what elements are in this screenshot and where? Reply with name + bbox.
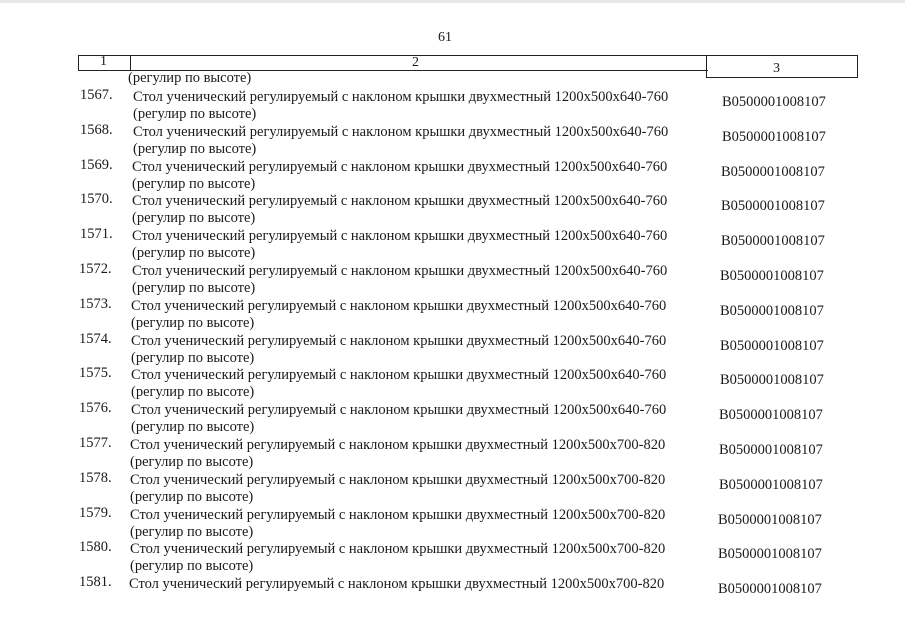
row-description-line2: (регулир по высоте) <box>131 314 255 331</box>
row-code: В0500001008107 <box>718 511 822 528</box>
row-description <box>132 228 707 262</box>
row-description-line1: Стол ученический регулируемый с наклоном крышки двухместный 1200х500х640-760 <box>132 228 668 245</box>
row-description <box>129 576 704 593</box>
row-code: В0500001008107 <box>720 302 824 319</box>
row-number: 1569. <box>80 156 113 173</box>
row-description-line2: (регулир по высоте) <box>133 140 257 157</box>
table-row <box>0 331 905 366</box>
row-number: 1573. <box>79 295 112 312</box>
row-description-line2: (регулир по высоте) <box>133 106 257 122</box>
row-code: В0500001008107 <box>718 581 822 598</box>
row-code: В0500001008107 <box>719 476 823 493</box>
row-code: В0500001008107 <box>720 267 824 284</box>
row-description <box>132 193 707 227</box>
row-description <box>131 298 706 332</box>
row-description-line2: (регулир по высоте) <box>130 453 254 470</box>
row-code: В0500001008107 <box>721 233 825 250</box>
header-top-rule <box>78 55 858 56</box>
header-divider-2-3 <box>706 55 707 78</box>
row-code: В0500001008107 <box>719 441 823 458</box>
continuation-text: (регулир по высоте) <box>128 70 252 86</box>
row-number: 1580. <box>79 539 112 556</box>
row-description <box>131 333 706 367</box>
row-number: 1575. <box>79 365 112 382</box>
header-divider-right <box>857 55 858 78</box>
row-description <box>133 89 708 123</box>
header-divider-left <box>78 55 79 71</box>
row-description-line2: (регулир по высоте) <box>130 523 254 540</box>
row-description <box>132 159 707 193</box>
page-number: 61 <box>438 30 452 45</box>
row-description-line1: Стол ученический регулируемый с наклоном крышки двухместный 1200х500х640-760 <box>132 262 668 279</box>
row-code: В0500001008107 <box>722 128 826 145</box>
row-description <box>130 541 705 575</box>
row-number: 1581. <box>79 574 112 591</box>
row-description-line2: (регулир по высоте) <box>132 245 256 262</box>
row-description-line2: (регулир по высоте) <box>132 210 256 227</box>
table-row <box>0 435 905 470</box>
column-header-3: 3 <box>773 61 780 76</box>
row-description-line1: Стол ученический регулируемый с наклоном крышки двухместный 1200х500х640-760 <box>132 193 668 210</box>
row-description-line1: Стол ученический регулируемый с наклоном крышки двухместный 1200х500х640-760 <box>131 297 667 314</box>
row-code: В0500001008107 <box>721 198 825 215</box>
row-description-line2: (регулир по высоте) <box>130 558 254 575</box>
row-number: 1577. <box>79 434 112 451</box>
row-number: 1579. <box>79 504 112 521</box>
table-body <box>0 87 905 609</box>
table-row <box>0 191 905 226</box>
row-description-line2: (регулир по высоте) <box>132 279 256 296</box>
row-description-line2: (регулир по высоте) <box>131 384 255 401</box>
table-row <box>0 365 905 400</box>
table-row <box>0 574 905 609</box>
table-row <box>0 539 905 574</box>
row-description <box>132 263 707 297</box>
row-code: В0500001008107 <box>719 407 823 424</box>
header-divider-1-2 <box>130 55 131 71</box>
row-description-line1: Стол ученический регулируемый с наклоном крышки двухместный 1200х500х640-760 <box>131 332 667 349</box>
row-description-line1: Стол ученический регулируемый с наклоном крышки двухместный 1200х500х640-760 <box>131 402 667 419</box>
row-description-line1: Стол ученический регулируемый с наклоном крышки двухместный 1200х500х700-820 <box>130 541 666 558</box>
row-description <box>130 437 705 471</box>
row-description-line2: (регулир по высоте) <box>131 349 255 366</box>
row-code: В0500001008107 <box>720 337 824 354</box>
row-description <box>130 507 705 541</box>
row-number: 1571. <box>80 226 113 243</box>
page-top-edge <box>0 0 905 3</box>
table-row <box>0 226 905 261</box>
row-code: В0500001008107 <box>718 546 822 563</box>
row-description-line2: (регулир по высоте) <box>132 175 256 192</box>
row-description-line1: Стол ученический регулируемый с наклоном крышки двухместный 1200х500х640-760 <box>132 158 668 175</box>
row-number: 1574. <box>79 330 112 347</box>
row-description-line1: Стол ученический регулируемый с наклоном крышки двухместный 1200х500х700-820 <box>129 576 665 593</box>
row-description-line1: Стол ученический регулируемый с наклоном крышки двухместный 1200х500х700-820 <box>130 471 666 488</box>
header-bottom-rule-col3 <box>706 77 858 78</box>
row-description <box>131 367 706 401</box>
table-row <box>0 505 905 540</box>
row-description-line1: Стол ученический регулируемый с наклоном крышки двухместный 1200х500х640-760 <box>133 89 669 105</box>
table-row <box>0 157 905 192</box>
row-description <box>133 124 708 158</box>
table-row <box>0 296 905 331</box>
row-code: В0500001008107 <box>722 94 826 110</box>
row-number: 1572. <box>79 260 112 277</box>
row-number: 1567. <box>80 87 113 103</box>
table-row <box>0 87 905 122</box>
row-description-line1: Стол ученический регулируемый с наклоном крышки двухместный 1200х500х640-760 <box>131 367 667 384</box>
row-number: 1570. <box>80 191 113 208</box>
row-description-line1: Стол ученический регулируемый с наклоном крышки двухместный 1200х500х700-820 <box>130 436 666 453</box>
row-description <box>130 472 705 506</box>
row-description-line1: Стол ученический регулируемый с наклоном крышки двухместный 1200х500х640-760 <box>133 123 669 140</box>
row-code: В0500001008107 <box>721 163 825 180</box>
row-description <box>131 402 706 436</box>
row-code: В0500001008107 <box>720 372 824 389</box>
table-row <box>0 122 905 157</box>
row-number: 1568. <box>80 121 113 138</box>
table-row <box>0 261 905 296</box>
table-row <box>0 400 905 435</box>
row-description-line2: (регулир по высоте) <box>131 419 255 436</box>
row-number: 1578. <box>79 469 112 486</box>
row-description-line2: (регулир по высоте) <box>130 488 254 505</box>
column-header-1: 1 <box>100 54 107 69</box>
row-number: 1576. <box>79 400 112 417</box>
table-row <box>0 470 905 505</box>
column-header-2: 2 <box>412 55 419 70</box>
row-description-line1: Стол ученический регулируемый с наклоном крышки двухместный 1200х500х700-820 <box>130 506 666 523</box>
